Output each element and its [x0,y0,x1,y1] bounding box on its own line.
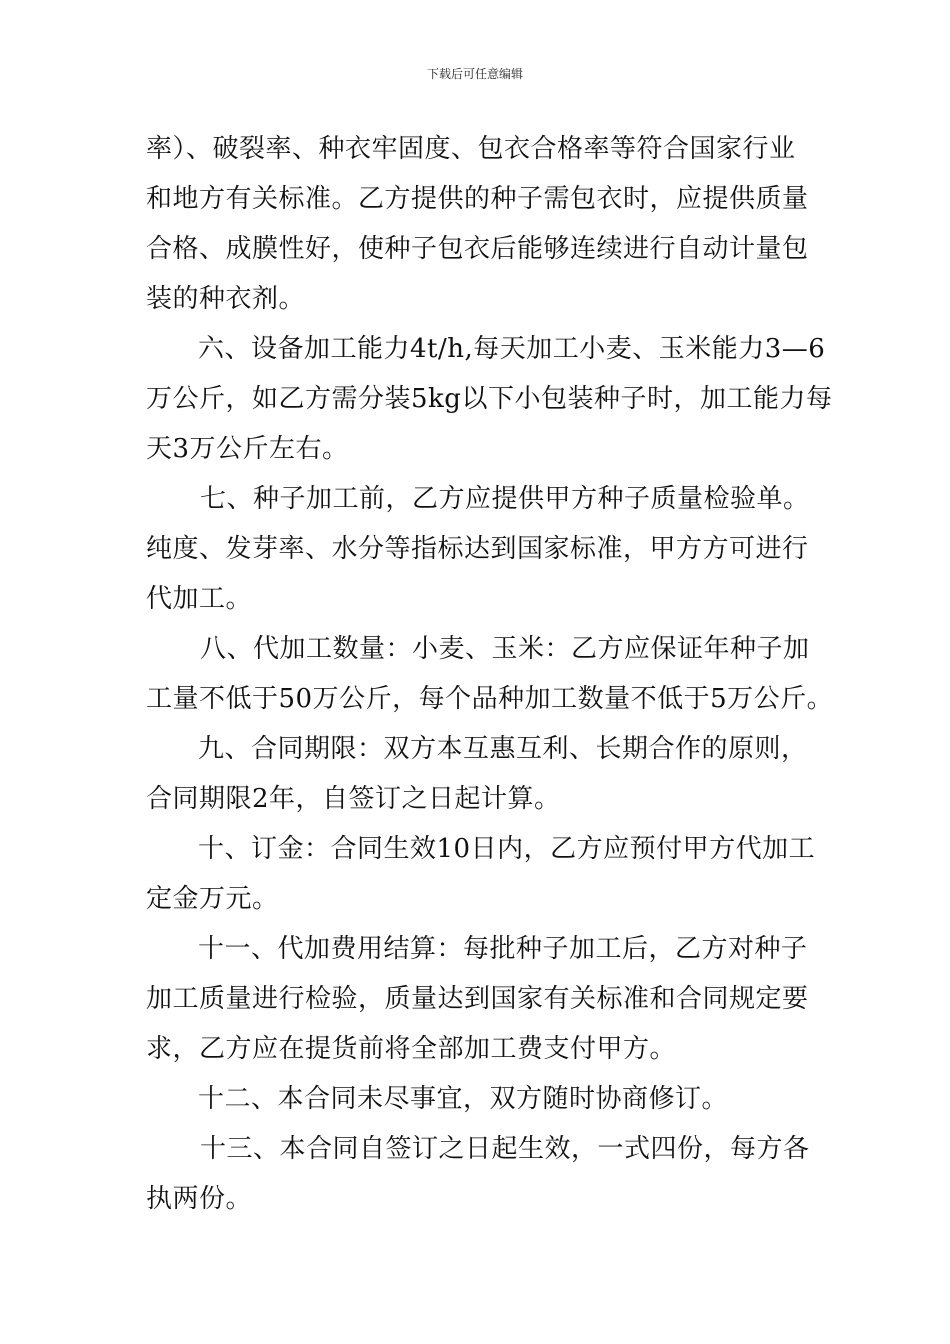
paragraph-clause-13 [146,1124,810,1224]
paragraph-line: 求，乙方应在提货前将全部加工费支付甲方。 [146,1034,677,1064]
paragraph-line: 工量不低于50万公斤，每个品种加工数量不低于5万公斤。 [146,684,834,714]
paragraph-line: 定金万元。 [146,884,279,914]
paragraph-clause-11 [146,924,810,1074]
paragraph-line: 率）、破裂率、种衣牢固度、包衣合格率等符合国家行业 [146,134,796,164]
paragraph-clause-7 [146,474,810,624]
paragraph-line: 天3万公斤左右。 [146,434,349,464]
paragraph-line: 十、订金：合同生效10日内，乙方应预付甲方代加工 [198,834,816,864]
paragraph-clause-10 [146,824,816,924]
paragraph-line: 和地方有关标准。乙方提供的种子需包衣时，应提供质量 [146,184,809,214]
paragraph-line: 七、种子加工前，乙方应提供甲方种子质量检验单。 [200,484,810,514]
paragraph-quality-standards [146,124,810,324]
paragraph-line: 纯度、发芽率、水分等指标达到国家标准，甲方方可进行 [146,534,809,564]
paragraph-line: 十三、本合同自签订之日起生效，一式四份，每方各 [200,1134,810,1164]
paragraph-clause-9 [146,724,810,824]
paragraph-clause-6 [146,324,833,474]
paragraph-line: 十一、代加费用结算：每批种子加工后，乙方对种子 [198,934,808,964]
paragraph-line: 执两份。 [146,1184,253,1214]
paragraph-clause-12 [146,1074,810,1124]
paragraph-line: 代加工。 [146,584,253,614]
paragraph-line: 合格、成膜性好，使种子包衣后能够连续进行自动计量包 [146,234,809,264]
page-header: 下载后可任意编辑 [426,67,523,81]
paragraph-line: 九、合同期限：双方本互惠互利、长期合作的原则， [198,734,808,764]
paragraph-line: 六、设备加工能力4t/h,每天加工小麦、玉米能力3—6 [198,334,826,364]
paragraph-line: 合同期限2年，自签订之日起计算。 [146,784,561,814]
document-body [146,124,834,1224]
paragraph-line: 装的种衣剂。 [146,284,306,314]
paragraph-line: 加工质量进行检验，质量达到国家有关标准和合同规定要 [146,984,809,1014]
paragraph-line: 万公斤，如乙方需分装5kg以下小包装种子时，加工能力每 [146,384,833,414]
paragraph-line: 八、代加工数量：小麦、玉米：乙方应保证年种子加 [200,634,810,664]
paragraph-clause-8 [146,624,834,724]
paragraph-line: 十二、本合同未尽事宜，双方随时协商修订。 [198,1084,729,1114]
